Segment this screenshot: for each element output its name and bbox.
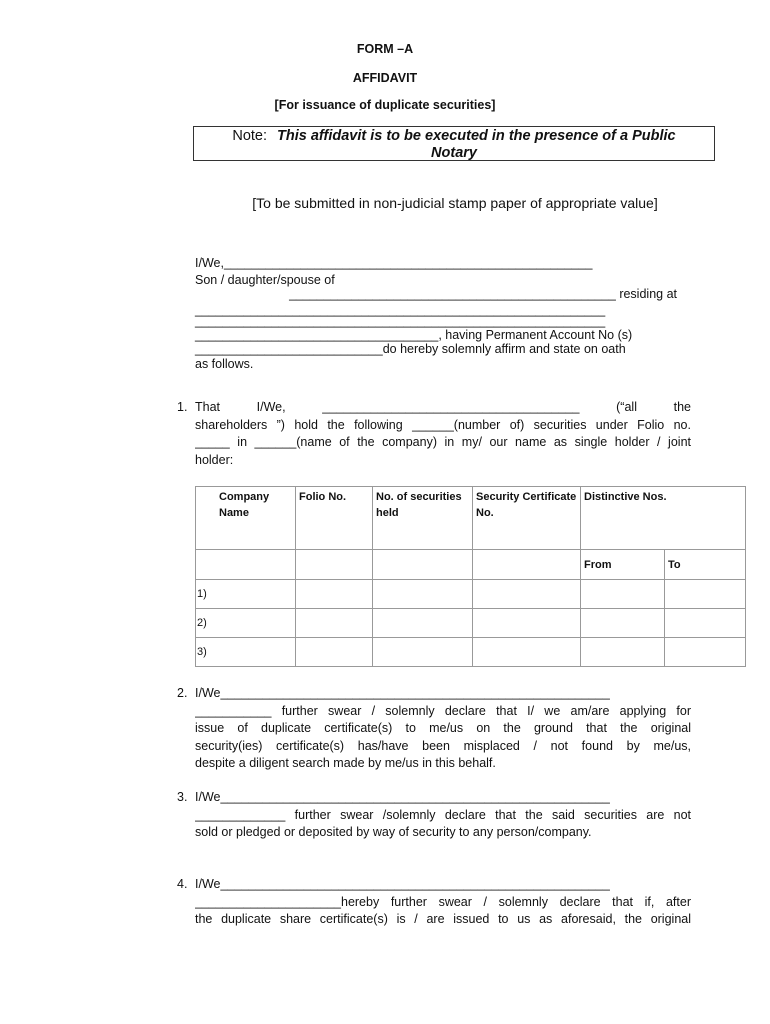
paragraph-3-line: _____________ further swear /solemnly declare that the said securities are not: [195, 807, 691, 822]
header-company-name: Company Name: [196, 487, 296, 550]
header-certificate-no: Security Certificate No.: [473, 487, 581, 550]
table-cell[interactable]: [473, 580, 581, 609]
paragraph-4: [195, 876, 691, 929]
table-cell[interactable]: [373, 580, 473, 609]
paragraph-3-line: I/We________________________________________________________: [195, 790, 610, 804]
subheader-to: To: [665, 550, 746, 580]
table-cell[interactable]: [296, 580, 373, 609]
header-folio-no: Folio No.: [296, 487, 373, 550]
paragraph-3-line: sold or pledged or deposited by way of security to any person/company.: [195, 825, 592, 840]
table-cell[interactable]: [473, 638, 581, 667]
table-cell[interactable]: [581, 638, 665, 667]
table-cell: [196, 550, 296, 580]
table-cell[interactable]: [296, 609, 373, 638]
table-cell: [473, 550, 581, 580]
paragraph-4-line: I/We________________________________________________________: [195, 877, 610, 891]
note-label: Note:: [232, 128, 268, 144]
form-title: FORM –A: [356, 42, 414, 56]
intro-line-3: _______________________________________________ residing at: [289, 287, 677, 301]
intro-line-5: ___________________________________________________________: [195, 314, 606, 328]
table-cell[interactable]: [665, 638, 746, 667]
paragraph-2-line: despite a diligent search made by me/us in this behalf.: [195, 756, 496, 771]
header-no-of-securities: No. of securities held: [373, 487, 473, 550]
paragraph-2-line: issue of duplicate certificate(s) to me/us on the ground that the original: [195, 721, 691, 736]
document-title: AFFIDAVIT: [352, 71, 418, 85]
intro-line-7: ___________________________do hereby solemnly affirm and state on oath: [195, 342, 626, 356]
row-label: 1): [196, 580, 296, 609]
paragraph-1-line: That I/We, _____________________________________ (“all the: [195, 400, 691, 414]
table-cell[interactable]: [296, 638, 373, 667]
notary-note-box: [193, 126, 715, 161]
paragraph-number-2: 2.: [177, 686, 188, 700]
document-subtitle: [For issuance of duplicate securities]: [274, 98, 496, 112]
stamp-paper-instruction: [To be submitted in non-judicial stamp paper of appropriate value]: [252, 195, 658, 211]
paragraph-number-4: 4.: [177, 877, 188, 891]
table-cell[interactable]: [373, 609, 473, 638]
subheader-from: From: [581, 550, 665, 580]
table-cell[interactable]: [665, 580, 746, 609]
paragraph-1-line: shareholders ”) hold the following ______(number of) securities under Folio no.: [195, 417, 691, 432]
table-cell[interactable]: [373, 638, 473, 667]
paragraph-2-line: I/We________________________________________________________: [195, 686, 610, 700]
paragraph-2-line: security(ies) certificate(s) has/have been misplaced / not found by me/us,: [195, 738, 691, 753]
table-cell: [373, 550, 473, 580]
intro-line-6: ___________________________________, having Permanent Account No (s): [195, 328, 633, 342]
paragraph-2: [195, 685, 691, 773]
row-label: 3): [196, 638, 296, 667]
intro-line-2: Son / daughter/spouse of: [195, 273, 335, 287]
paragraph-1-line: holder:: [195, 452, 234, 467]
paragraph-4-line: _____________________hereby further swear / solemnly declare that if, after: [195, 894, 691, 909]
intro-line-4: ___________________________________________________________: [195, 303, 606, 317]
note-text-line1: This affidavit is to be executed in the presence of a Public: [277, 128, 676, 144]
note-text-line2: Notary: [431, 145, 477, 161]
paragraph-number-3: 3.: [177, 790, 188, 804]
paragraph-number-1: 1.: [177, 400, 188, 414]
intro-line-1: I/We,_____________________________________________________: [195, 256, 593, 270]
row-label: 2): [196, 609, 296, 638]
securities-table: [195, 486, 745, 666]
paragraph-1: [195, 399, 691, 469]
table-cell: [296, 550, 373, 580]
table-cell[interactable]: [581, 609, 665, 638]
table-cell[interactable]: [581, 580, 665, 609]
paragraph-1-line: _____ in ______(name of the company) in my/ our name as single holder / joint: [195, 435, 691, 450]
intro-line-8: as follows.: [195, 357, 254, 371]
table-cell[interactable]: [665, 609, 746, 638]
table-cell[interactable]: [473, 609, 581, 638]
paragraph-3: [195, 789, 691, 842]
paragraph-2-line: ___________ further swear / solemnly declare that I/ we am/are applying for: [195, 703, 691, 718]
header-distinctive-nos: Distinctive Nos.: [581, 487, 746, 550]
paragraph-4-line: the duplicate share certificate(s) is / are issued to us as aforesaid, the original: [195, 912, 691, 927]
